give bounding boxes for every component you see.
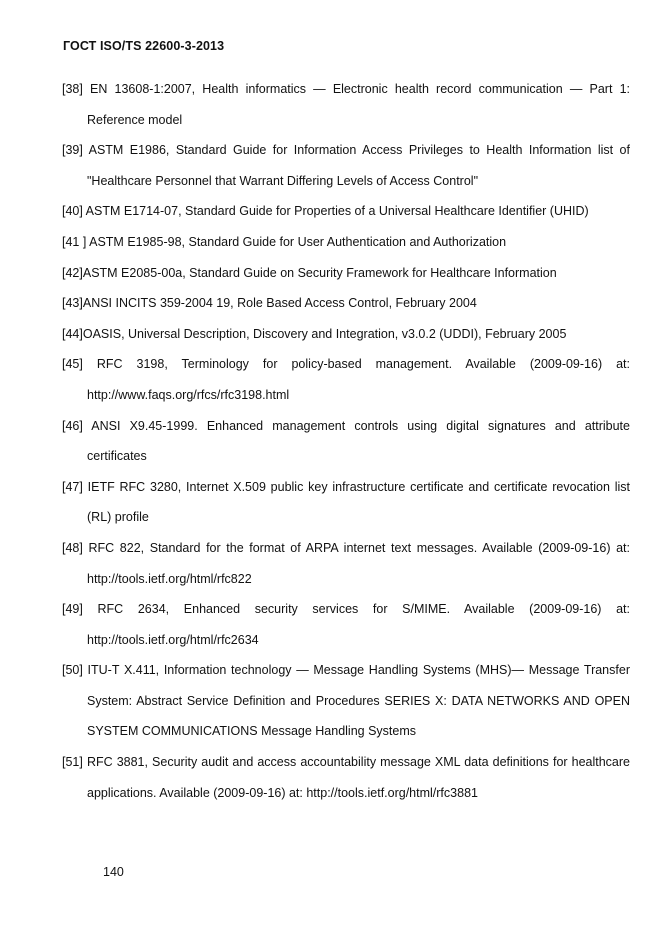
reference-number: [39] bbox=[62, 143, 83, 158]
reference-text: ASTM E2085-00a, Standard Guide on Security Framework for Healthcare Information bbox=[82, 265, 557, 280]
reference-item bbox=[62, 135, 630, 196]
reference-number: [41 ] bbox=[62, 234, 87, 249]
page-header-standard-id: ГОСТ ISO/TS 22600-3-2013 bbox=[63, 39, 225, 53]
reference-number: [44] bbox=[62, 326, 83, 341]
reference-item bbox=[62, 747, 630, 808]
reference-item bbox=[62, 411, 630, 472]
reference-number: [42] bbox=[62, 265, 83, 280]
reference-text: RFC 822, Standard for the format of ARPA internet text messages. Available (2009-09-16) at: http://tools.ietf.org/html/rfc822 bbox=[87, 540, 631, 586]
page-number: 140 bbox=[103, 865, 124, 879]
reference-number: [40] bbox=[62, 204, 83, 219]
reference-item bbox=[62, 74, 630, 135]
reference-text: OASIS, Universal Description, Discovery and Integration, v3.0.2 (UDDI), February 2005 bbox=[82, 326, 567, 341]
reference-text: RFC 2634, Enhanced security services for S/MIME. Available (2009-09-16) at: http://tools.ietf.org/html/rfc2634 bbox=[87, 602, 630, 647]
reference-number: [46] bbox=[62, 418, 83, 433]
reference-number: [50] bbox=[62, 663, 83, 678]
reference-item bbox=[62, 594, 630, 655]
reference-item bbox=[62, 533, 630, 594]
reference-text: RFC 3198, Terminology for policy-based management. Available (2009-09-16) at: http://www.faqs.org/rfcs/rfc3198.html bbox=[87, 357, 630, 402]
reference-number: [45] bbox=[62, 357, 83, 372]
reference-number: [48] bbox=[62, 540, 83, 555]
reference-item bbox=[62, 655, 630, 747]
reference-text: EN 13608-1:2007, Health informatics — Electronic health record communication — Part 1: Reference model bbox=[87, 82, 630, 127]
reference-number: [43] bbox=[62, 296, 83, 311]
reference-item bbox=[62, 196, 630, 227]
reference-item bbox=[62, 258, 630, 289]
reference-text: ANSI X9.45-1999. Enhanced management controls using digital signatures and attribute certificates bbox=[87, 418, 630, 464]
reference-text: ASTM E1986, Standard Guide for Information Access Privileges to Health Information list of "Healthcare Personnel that Warrant Differing Levels of Access Control" bbox=[87, 143, 630, 188]
reference-item bbox=[62, 319, 630, 350]
reference-item bbox=[62, 472, 630, 533]
reference-text: IETF RFC 3280, Internet X.509 public key infrastructure certificate and certificate revocation list (RL) profile bbox=[87, 479, 631, 525]
bibliography-list bbox=[62, 74, 630, 808]
reference-number: [47] bbox=[62, 479, 83, 494]
reference-item bbox=[62, 349, 630, 410]
reference-text: RFC 3881, Security audit and access accountability message XML data definitions for healthcare applications. Available (2009-09-16) at: http://tools.ietf.org/html/rfc3881 bbox=[86, 755, 630, 800]
reference-item bbox=[62, 227, 630, 258]
reference-text: ANSI INCITS 359-2004 19, Role Based Access Control, February 2004 bbox=[82, 296, 477, 311]
reference-number: [51] bbox=[62, 755, 83, 770]
reference-item bbox=[62, 288, 630, 319]
reference-text: ASTM E1714-07, Standard Guide for Properties of a Universal Healthcare Identifier (UHID) bbox=[85, 204, 589, 219]
reference-text: ASTM E1985-98, Standard Guide for User Authentication and Authorization bbox=[89, 234, 507, 249]
reference-number: [49] bbox=[62, 602, 83, 617]
reference-text: ITU-T X.411, Information technology — Message Handling Systems (MHS)— Message Transfer System: Abstract Service Definition and Procedures SERIES X: DATA NETWORKS AND OPEN SYSTEM COMMUNICATIONS Message Handling Systems bbox=[87, 663, 630, 739]
reference-number: [38] bbox=[62, 82, 83, 96]
